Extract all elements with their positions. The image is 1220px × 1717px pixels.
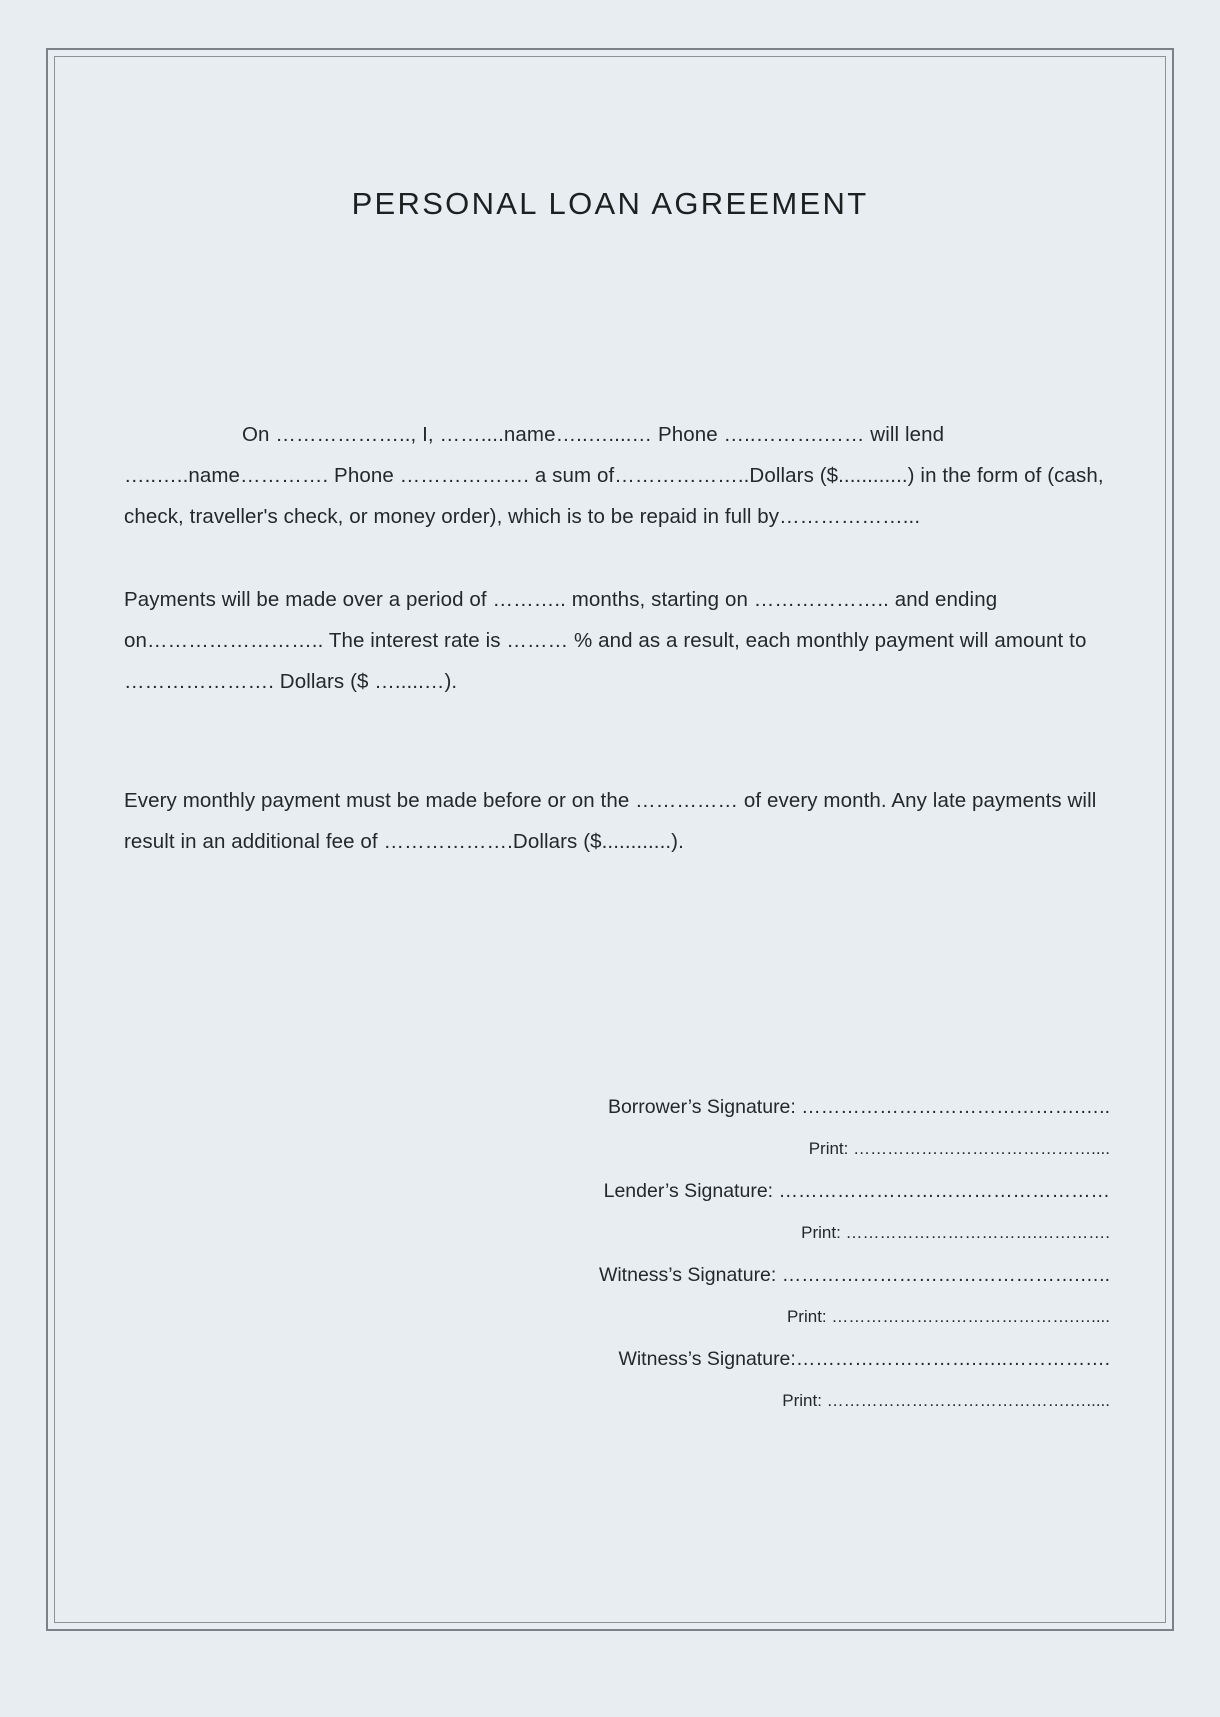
paragraph-payment-schedule: Payments will be made over a period of ……….. months, starting on ……………….. and ending on…………………….. The interest rate is ……… % and as a result, each monthly payment will amount to …………………. Dollars ($ ….....…). — [124, 588, 1087, 693]
witness-one-print-line[interactable]: Print: …………………………………….….... — [786, 1307, 1110, 1326]
paragraph-late-fees: Every monthly payment must be made before or on the …………… of every month. Any late payments will result in an additional fee of ……………….Dollars ($............). — [124, 789, 1097, 853]
witness-two-print-line[interactable]: Print: …………………………………….…..... — [782, 1391, 1110, 1410]
witness-two-signature-line[interactable]: Witness’s Signature:……………………….…..……………. — [618, 1348, 1110, 1370]
agreement-body — [124, 414, 1104, 862]
lender-signature-line[interactable]: Lender’s Signature: …………………………………………… — [603, 1180, 1110, 1202]
signature-section — [54, 1086, 1110, 1422]
paragraph-spacer — [124, 537, 1104, 579]
witness-one-signature-line[interactable]: Witness’s Signature: ……………………………………….….. — [598, 1264, 1110, 1286]
document-content — [54, 56, 1166, 1623]
page-title: PERSONAL LOAN AGREEMENT — [351, 186, 869, 221]
borrower-signature-line[interactable]: Borrower’s Signature: …………………………………….….. — [607, 1096, 1110, 1118]
paragraph-loan-terms: On ……………….., I, ……....name…..…....… Phone …..……….…… will lend …..…..name…………. Phone ………………. a sum of………………..Dollars ($............) in the form of (cash, check, traveller's check, or money order), which is to be repaid in full by………………... — [124, 423, 1104, 528]
paragraph-spacer — [124, 702, 1104, 780]
lender-print-line[interactable]: Print: …………………………….…………. — [801, 1223, 1110, 1242]
borrower-print-line[interactable]: Print: …………………………………….... — [808, 1139, 1110, 1158]
